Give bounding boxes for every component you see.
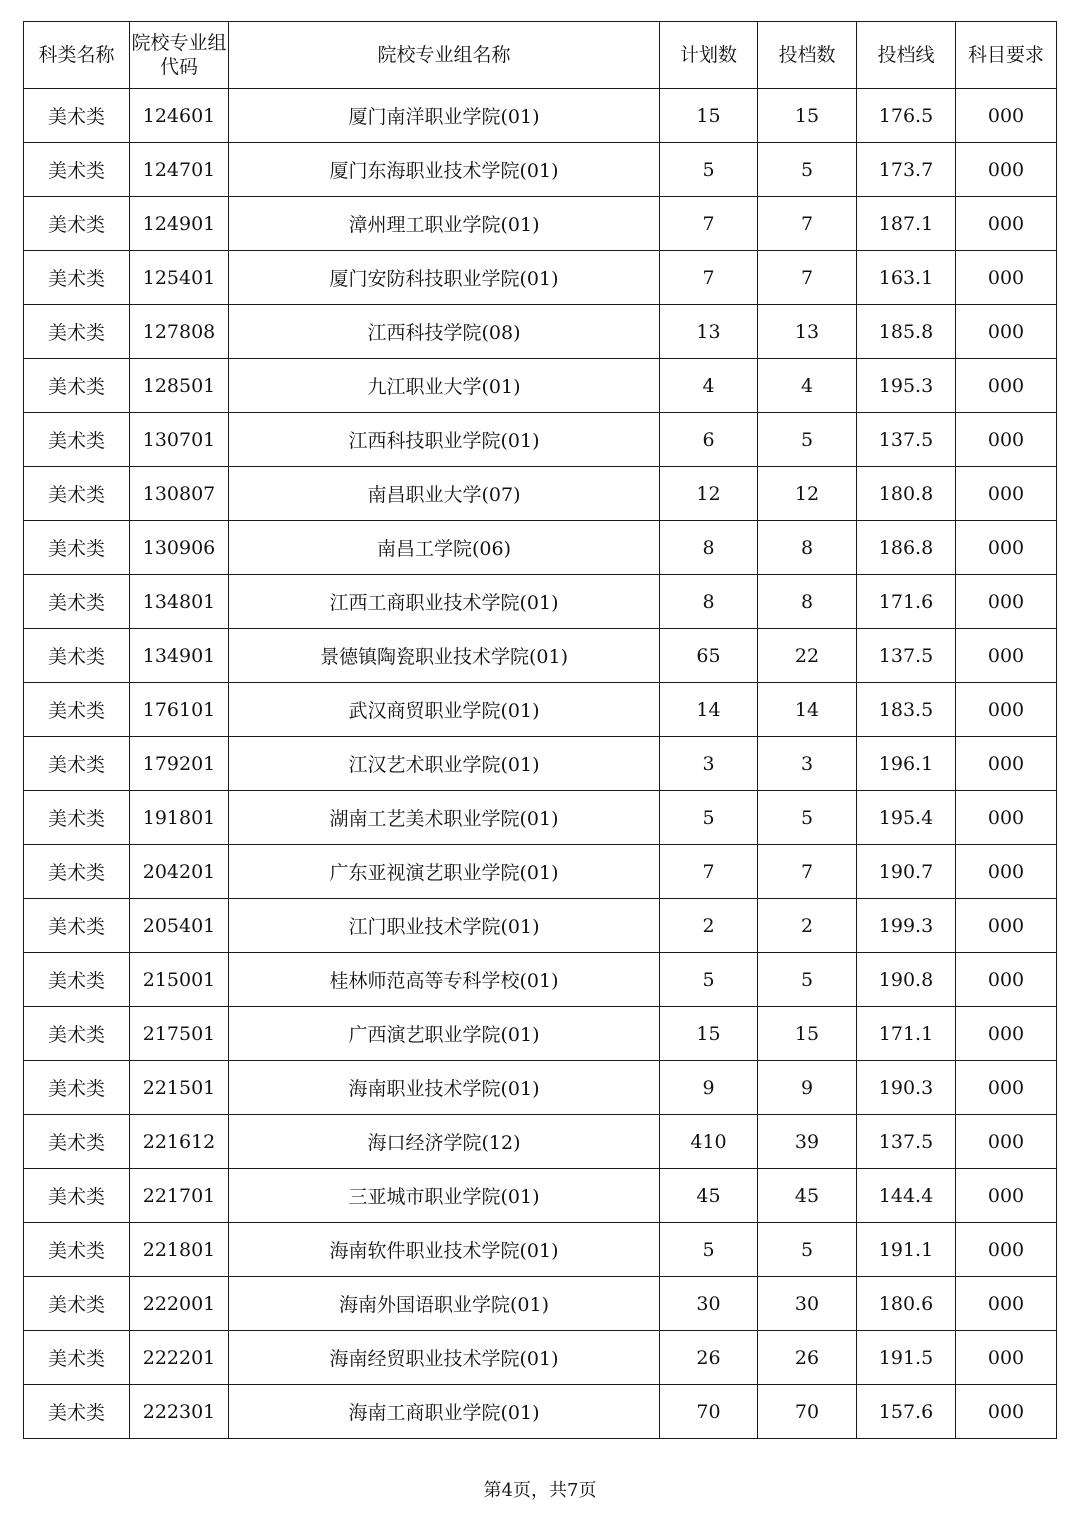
cell-subject: 000 <box>956 305 1057 359</box>
cell-category: 美术类 <box>24 1007 130 1061</box>
cell-name: 广东亚视演艺职业学院(01) <box>229 845 660 899</box>
cell-filed: 8 <box>758 521 857 575</box>
cell-score: 191.1 <box>857 1223 956 1277</box>
table-row <box>24 1223 1057 1277</box>
cell-filed: 7 <box>758 197 857 251</box>
table-row <box>24 953 1057 1007</box>
cell-name: 海口经济学院(12) <box>229 1115 660 1169</box>
cell-code: 221701 <box>130 1169 229 1223</box>
cell-name: 湖南工艺美术职业学院(01) <box>229 791 660 845</box>
cell-subject: 000 <box>956 1115 1057 1169</box>
cell-name: 漳州理工职业学院(01) <box>229 197 660 251</box>
cell-category: 美术类 <box>24 359 130 413</box>
cell-filed: 14 <box>758 683 857 737</box>
cell-score: 186.8 <box>857 521 956 575</box>
cell-plan: 6 <box>660 413 758 467</box>
cell-code: 205401 <box>130 899 229 953</box>
header-code: 院校专业组代码 <box>130 22 229 89</box>
cell-code: 124601 <box>130 89 229 143</box>
table-row <box>24 89 1057 143</box>
cell-code: 179201 <box>130 737 229 791</box>
cell-plan: 12 <box>660 467 758 521</box>
cell-score: 180.8 <box>857 467 956 521</box>
cell-score: 183.5 <box>857 683 956 737</box>
cell-plan: 15 <box>660 1007 758 1061</box>
cell-plan: 5 <box>660 791 758 845</box>
cell-filed: 45 <box>758 1169 857 1223</box>
cell-subject: 000 <box>956 683 1057 737</box>
cell-name: 景德镇陶瓷职业技术学院(01) <box>229 629 660 683</box>
cell-code: 222201 <box>130 1331 229 1385</box>
cell-category: 美术类 <box>24 89 130 143</box>
cell-subject: 000 <box>956 899 1057 953</box>
cell-name: 九江职业大学(01) <box>229 359 660 413</box>
cell-filed: 8 <box>758 575 857 629</box>
cell-plan: 7 <box>660 251 758 305</box>
cell-plan: 7 <box>660 197 758 251</box>
table-row <box>24 737 1057 791</box>
cell-name: 海南软件职业技术学院(01) <box>229 1223 660 1277</box>
table-row <box>24 1061 1057 1115</box>
cell-filed: 12 <box>758 467 857 521</box>
table-row <box>24 251 1057 305</box>
table-row <box>24 521 1057 575</box>
cell-filed: 5 <box>758 143 857 197</box>
cell-filed: 39 <box>758 1115 857 1169</box>
cell-subject: 000 <box>956 197 1057 251</box>
cell-subject: 000 <box>956 521 1057 575</box>
cell-subject: 000 <box>956 845 1057 899</box>
cell-filed: 15 <box>758 89 857 143</box>
cell-name: 海南工商职业学院(01) <box>229 1385 660 1439</box>
header-category: 科类名称 <box>24 22 130 89</box>
cell-category: 美术类 <box>24 1223 130 1277</box>
cell-name: 江汉艺术职业学院(01) <box>229 737 660 791</box>
page-number: 第4页，共7页 <box>483 1480 597 1501</box>
cell-plan: 2 <box>660 899 758 953</box>
cell-score: 191.5 <box>857 1331 956 1385</box>
cell-category: 美术类 <box>24 629 130 683</box>
cell-code: 127808 <box>130 305 229 359</box>
cell-name: 南昌职业大学(07) <box>229 467 660 521</box>
cell-category: 美术类 <box>24 1115 130 1169</box>
cell-code: 222301 <box>130 1385 229 1439</box>
cell-plan: 8 <box>660 521 758 575</box>
cell-name: 江西科技学院(08) <box>229 305 660 359</box>
cell-filed: 70 <box>758 1385 857 1439</box>
cell-code: 176101 <box>130 683 229 737</box>
table-row <box>24 899 1057 953</box>
table-row <box>24 359 1057 413</box>
cell-score: 144.4 <box>857 1169 956 1223</box>
cell-subject: 000 <box>956 413 1057 467</box>
table-row <box>24 305 1057 359</box>
cell-category: 美术类 <box>24 1277 130 1331</box>
table-row <box>24 629 1057 683</box>
cell-code: 130906 <box>130 521 229 575</box>
cell-subject: 000 <box>956 1331 1057 1385</box>
cell-score: 190.8 <box>857 953 956 1007</box>
cell-score: 196.1 <box>857 737 956 791</box>
table-row <box>24 1169 1057 1223</box>
cell-category: 美术类 <box>24 251 130 305</box>
cell-category: 美术类 <box>24 143 130 197</box>
cell-code: 130807 <box>130 467 229 521</box>
header-name: 院校专业组名称 <box>229 22 660 89</box>
cell-plan: 70 <box>660 1385 758 1439</box>
cell-code: 221501 <box>130 1061 229 1115</box>
cell-score: 195.3 <box>857 359 956 413</box>
cell-score: 190.7 <box>857 845 956 899</box>
cell-code: 221612 <box>130 1115 229 1169</box>
cell-plan: 14 <box>660 683 758 737</box>
table-row <box>24 575 1057 629</box>
cell-category: 美术类 <box>24 737 130 791</box>
cell-category: 美术类 <box>24 1331 130 1385</box>
cell-category: 美术类 <box>24 683 130 737</box>
cell-score: 180.6 <box>857 1277 956 1331</box>
cell-code: 128501 <box>130 359 229 413</box>
cell-subject: 000 <box>956 251 1057 305</box>
table-row <box>24 197 1057 251</box>
table-row <box>24 683 1057 737</box>
cell-code: 124701 <box>130 143 229 197</box>
table-row <box>24 791 1057 845</box>
cell-score: 137.5 <box>857 413 956 467</box>
cell-subject: 000 <box>956 629 1057 683</box>
cell-category: 美术类 <box>24 575 130 629</box>
cell-subject: 000 <box>956 953 1057 1007</box>
table-row <box>24 845 1057 899</box>
cell-score: 187.1 <box>857 197 956 251</box>
cell-score: 199.3 <box>857 899 956 953</box>
table-row <box>24 1277 1057 1331</box>
cell-code: 215001 <box>130 953 229 1007</box>
cell-name: 南昌工学院(06) <box>229 521 660 575</box>
cell-score: 171.6 <box>857 575 956 629</box>
cell-score: 163.1 <box>857 251 956 305</box>
cell-filed: 3 <box>758 737 857 791</box>
cell-plan: 410 <box>660 1115 758 1169</box>
table-row <box>24 1331 1057 1385</box>
admission-table <box>23 21 1057 1439</box>
cell-plan: 8 <box>660 575 758 629</box>
cell-subject: 000 <box>956 1061 1057 1115</box>
cell-name: 桂林师范高等专科学校(01) <box>229 953 660 1007</box>
cell-name: 广西演艺职业学院(01) <box>229 1007 660 1061</box>
cell-filed: 2 <box>758 899 857 953</box>
cell-filed: 5 <box>758 953 857 1007</box>
table-row <box>24 467 1057 521</box>
cell-filed: 26 <box>758 1331 857 1385</box>
cell-category: 美术类 <box>24 791 130 845</box>
cell-name: 江西工商职业技术学院(01) <box>229 575 660 629</box>
cell-subject: 000 <box>956 359 1057 413</box>
cell-plan: 26 <box>660 1331 758 1385</box>
cell-score: 157.6 <box>857 1385 956 1439</box>
cell-subject: 000 <box>956 143 1057 197</box>
cell-filed: 7 <box>758 251 857 305</box>
cell-plan: 5 <box>660 1223 758 1277</box>
header-subject: 科目要求 <box>956 22 1057 89</box>
cell-name: 海南外国语职业学院(01) <box>229 1277 660 1331</box>
cell-plan: 7 <box>660 845 758 899</box>
cell-plan: 13 <box>660 305 758 359</box>
cell-subject: 000 <box>956 791 1057 845</box>
cell-subject: 000 <box>956 1169 1057 1223</box>
cell-name: 武汉商贸职业学院(01) <box>229 683 660 737</box>
cell-filed: 7 <box>758 845 857 899</box>
cell-name: 江西科技职业学院(01) <box>229 413 660 467</box>
cell-category: 美术类 <box>24 305 130 359</box>
table-row <box>24 413 1057 467</box>
cell-score: 171.1 <box>857 1007 956 1061</box>
cell-category: 美术类 <box>24 467 130 521</box>
cell-name: 江门职业技术学院(01) <box>229 899 660 953</box>
table-row <box>24 1007 1057 1061</box>
cell-filed: 5 <box>758 413 857 467</box>
cell-subject: 000 <box>956 1277 1057 1331</box>
cell-category: 美术类 <box>24 899 130 953</box>
cell-filed: 30 <box>758 1277 857 1331</box>
cell-score: 137.5 <box>857 629 956 683</box>
cell-code: 221801 <box>130 1223 229 1277</box>
cell-name: 海南职业技术学院(01) <box>229 1061 660 1115</box>
cell-category: 美术类 <box>24 1061 130 1115</box>
cell-plan: 9 <box>660 1061 758 1115</box>
cell-category: 美术类 <box>24 845 130 899</box>
header-row <box>24 22 1057 89</box>
cell-code: 130701 <box>130 413 229 467</box>
cell-filed: 5 <box>758 791 857 845</box>
cell-name: 厦门安防科技职业学院(01) <box>229 251 660 305</box>
table-body <box>24 89 1057 1439</box>
cell-subject: 000 <box>956 1223 1057 1277</box>
cell-category: 美术类 <box>24 197 130 251</box>
cell-category: 美术类 <box>24 953 130 1007</box>
table-row <box>24 1115 1057 1169</box>
cell-name: 厦门东海职业技术学院(01) <box>229 143 660 197</box>
cell-subject: 000 <box>956 737 1057 791</box>
cell-code: 222001 <box>130 1277 229 1331</box>
cell-plan: 4 <box>660 359 758 413</box>
cell-plan: 65 <box>660 629 758 683</box>
cell-filed: 5 <box>758 1223 857 1277</box>
cell-code: 191801 <box>130 791 229 845</box>
cell-score: 173.7 <box>857 143 956 197</box>
cell-category: 美术类 <box>24 521 130 575</box>
cell-filed: 4 <box>758 359 857 413</box>
cell-category: 美术类 <box>24 1169 130 1223</box>
cell-code: 134901 <box>130 629 229 683</box>
cell-filed: 22 <box>758 629 857 683</box>
table-row <box>24 143 1057 197</box>
cell-category: 美术类 <box>24 1385 130 1439</box>
cell-subject: 000 <box>956 575 1057 629</box>
header-filed: 投档数 <box>758 22 857 89</box>
cell-subject: 000 <box>956 467 1057 521</box>
cell-score: 137.5 <box>857 1115 956 1169</box>
cell-plan: 15 <box>660 89 758 143</box>
cell-filed: 9 <box>758 1061 857 1115</box>
cell-plan: 30 <box>660 1277 758 1331</box>
cell-score: 176.5 <box>857 89 956 143</box>
cell-score: 195.4 <box>857 791 956 845</box>
cell-name: 海南经贸职业技术学院(01) <box>229 1331 660 1385</box>
table-row <box>24 1385 1057 1439</box>
header-plan: 计划数 <box>660 22 758 89</box>
cell-score: 185.8 <box>857 305 956 359</box>
cell-code: 125401 <box>130 251 229 305</box>
cell-filed: 13 <box>758 305 857 359</box>
cell-code: 217501 <box>130 1007 229 1061</box>
cell-code: 124901 <box>130 197 229 251</box>
cell-subject: 000 <box>956 89 1057 143</box>
cell-plan: 45 <box>660 1169 758 1223</box>
cell-category: 美术类 <box>24 413 130 467</box>
cell-plan: 5 <box>660 953 758 1007</box>
cell-subject: 000 <box>956 1385 1057 1439</box>
cell-filed: 15 <box>758 1007 857 1061</box>
cell-plan: 3 <box>660 737 758 791</box>
cell-subject: 000 <box>956 1007 1057 1061</box>
cell-name: 厦门南洋职业学院(01) <box>229 89 660 143</box>
header-score: 投档线 <box>857 22 956 89</box>
cell-code: 204201 <box>130 845 229 899</box>
cell-plan: 5 <box>660 143 758 197</box>
cell-code: 134801 <box>130 575 229 629</box>
cell-name: 三亚城市职业学院(01) <box>229 1169 660 1223</box>
cell-score: 190.3 <box>857 1061 956 1115</box>
